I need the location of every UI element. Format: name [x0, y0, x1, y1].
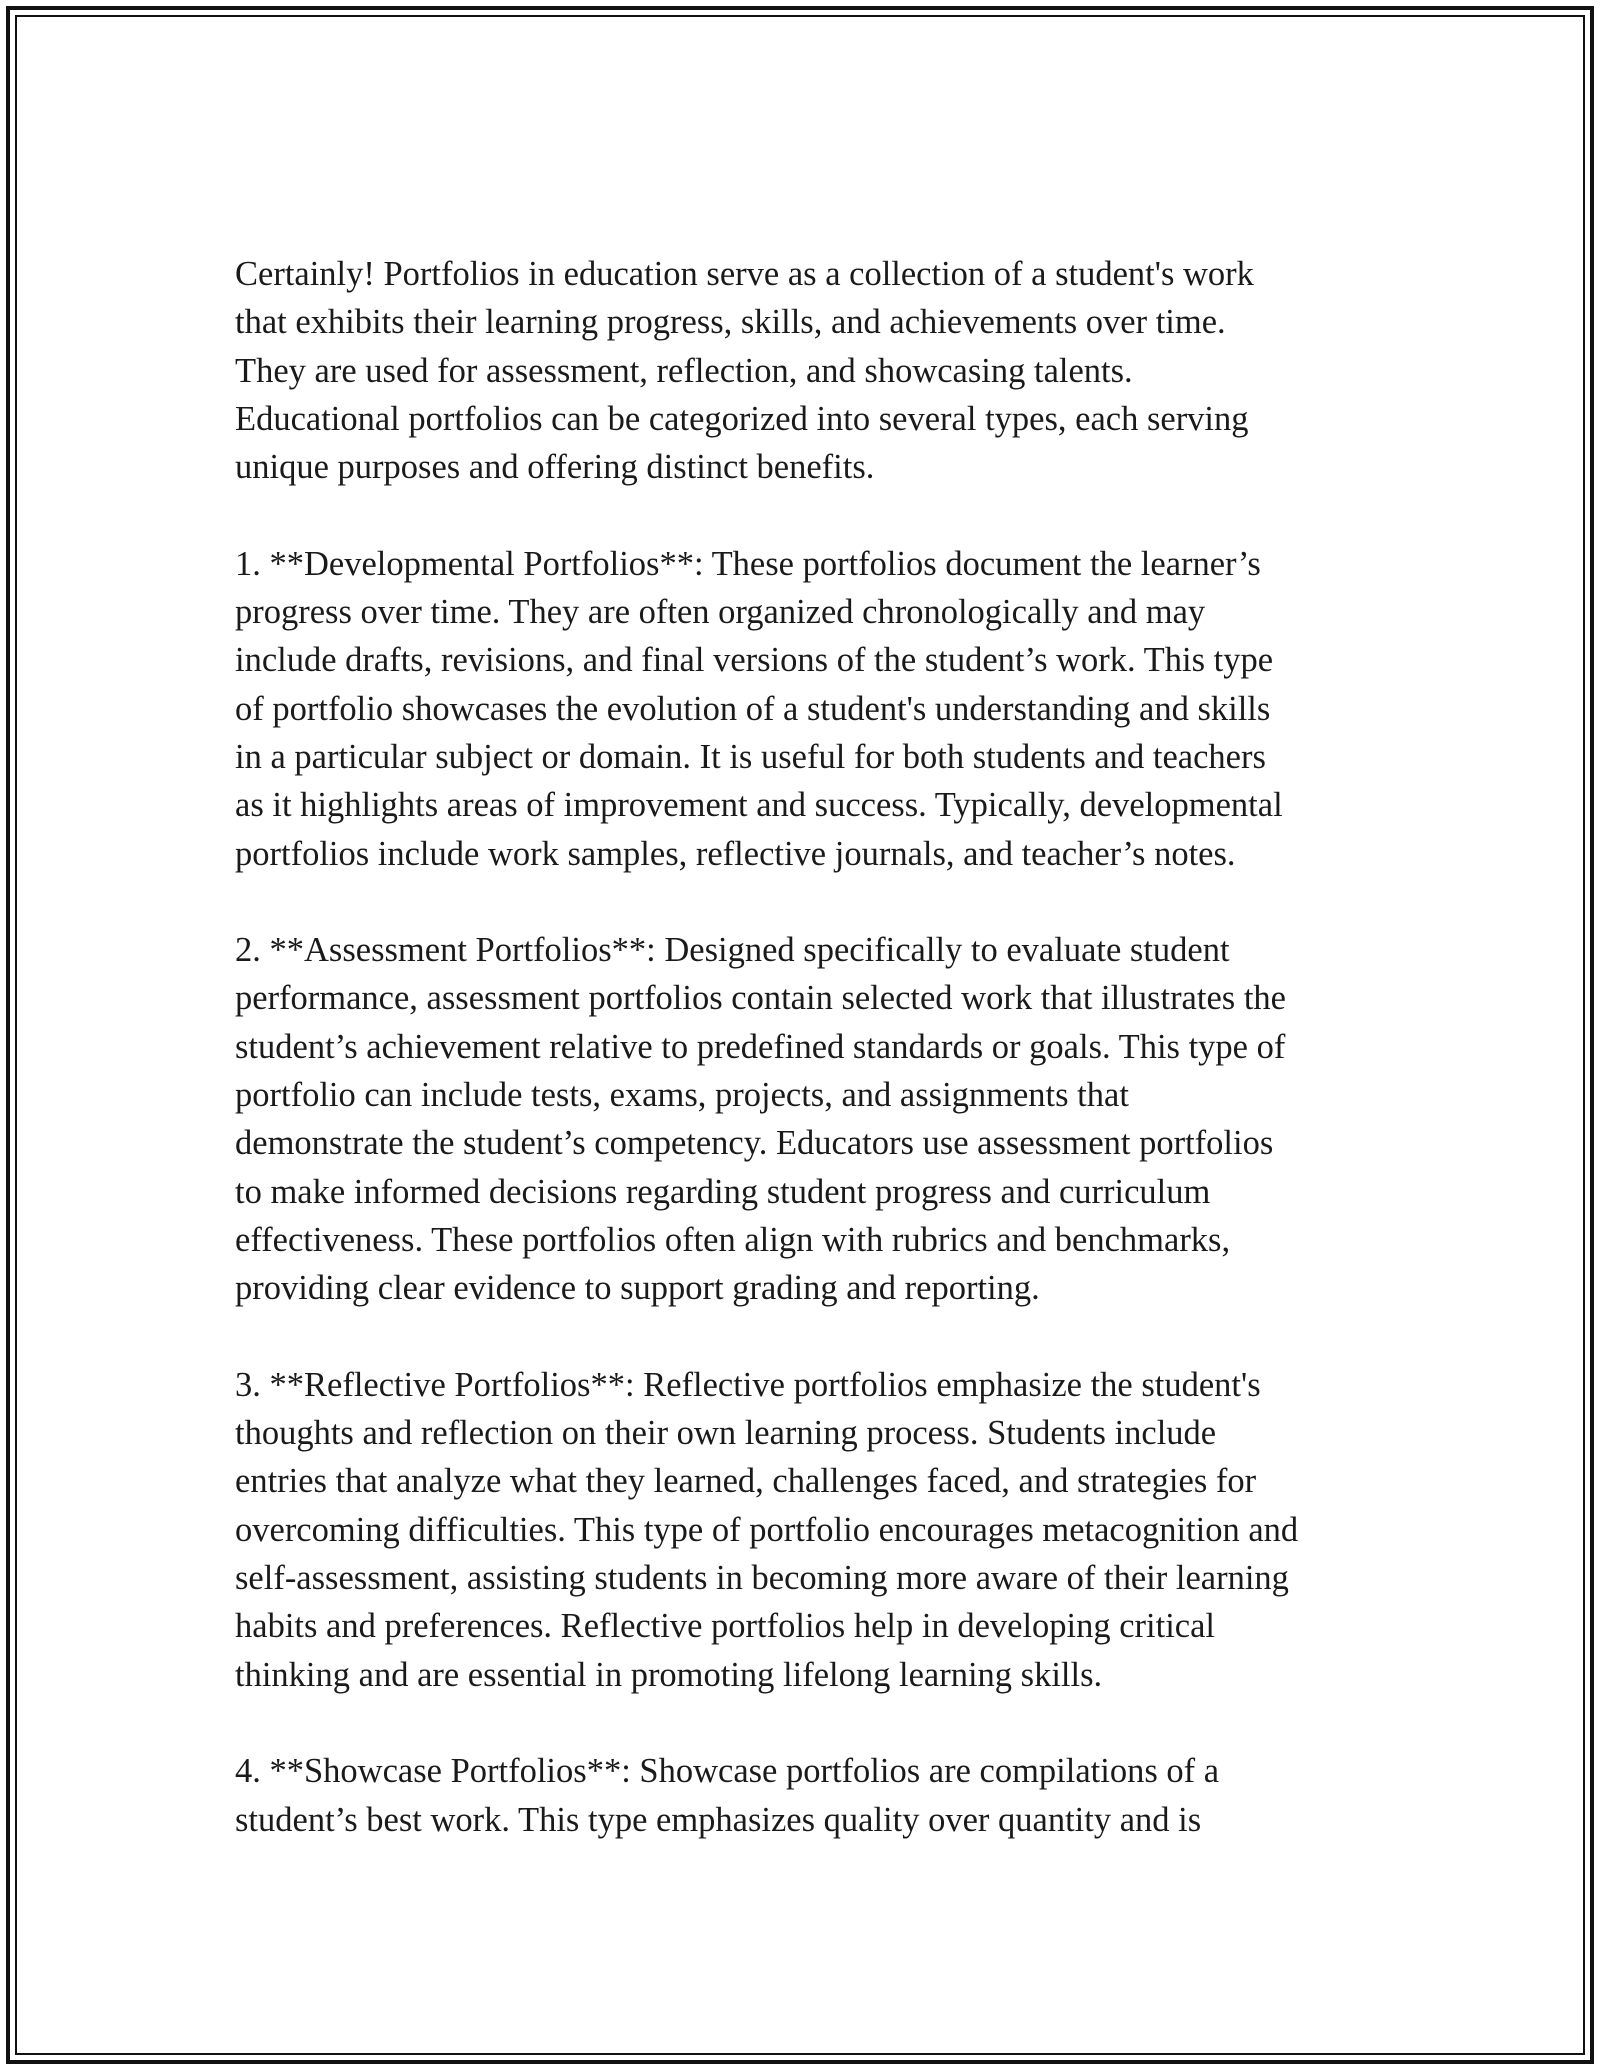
assessment-portfolios-paragraph: 2. **Assessment Portfolios**: Designed specifically to evaluate student performance, assessment portfolios contain selected work that illustrates the student’s achievement relative to predefined standards or goals. This type of portfolio can include tests, exams, projects, and assignments that demonstrate the student’s competency. Educators use assessment portfolios to make informed decisions regarding student progress and curriculum effectiveness. These portfolios often align with rubrics and benchmarks, providing clear evidence to support grading and reporting. [235, 931, 1286, 1308]
intro-paragraph: Certainly! Portfolios in education serve as a collection of a student's work that exhibits their learning progress, skills, and achievements over time. They are used for assessment, reflection, and showcasing talents. Educational portfolios can be categorized into several types, each serving unique purposes and offering distinct benefits. [235, 255, 1254, 487]
showcase-portfolios-paragraph: 4. **Showcase Portfolios**: Showcase portfolios are compilations of a student’s best work. This type emphasizes quality over quantity and is [235, 1752, 1220, 1839]
reflective-portfolios-paragraph: 3. **Reflective Portfolios**: Reflective portfolios emphasize the student's thoughts and reflection on their own learning process. Students include entries that analyze what they learned, challenges faced, and strategies for overcoming difficulties. This type of portfolio encourages metacognition and self-assessment, assisting students in becoming more aware of their learning habits and preferences. Reflective portfolios help in developing critical thinking and are essential in promoting lifelong learning skills. [235, 1365, 1299, 1694]
developmental-portfolios-paragraph: 1. **Developmental Portfolios**: These portfolios document the learner’s progress over time. They are often organized chronologically and may include drafts, revisions, and final versions of the student’s work. This type of portfolio showcases the evolution of a student's understanding and skills in a particular subject or domain. It is useful for both students and teachers as it highlights areas of improvement and success. Typically, developmental portfolios include work samples, reflective journals, and teacher’s notes. [235, 544, 1283, 873]
document-body [235, 250, 1375, 1892]
